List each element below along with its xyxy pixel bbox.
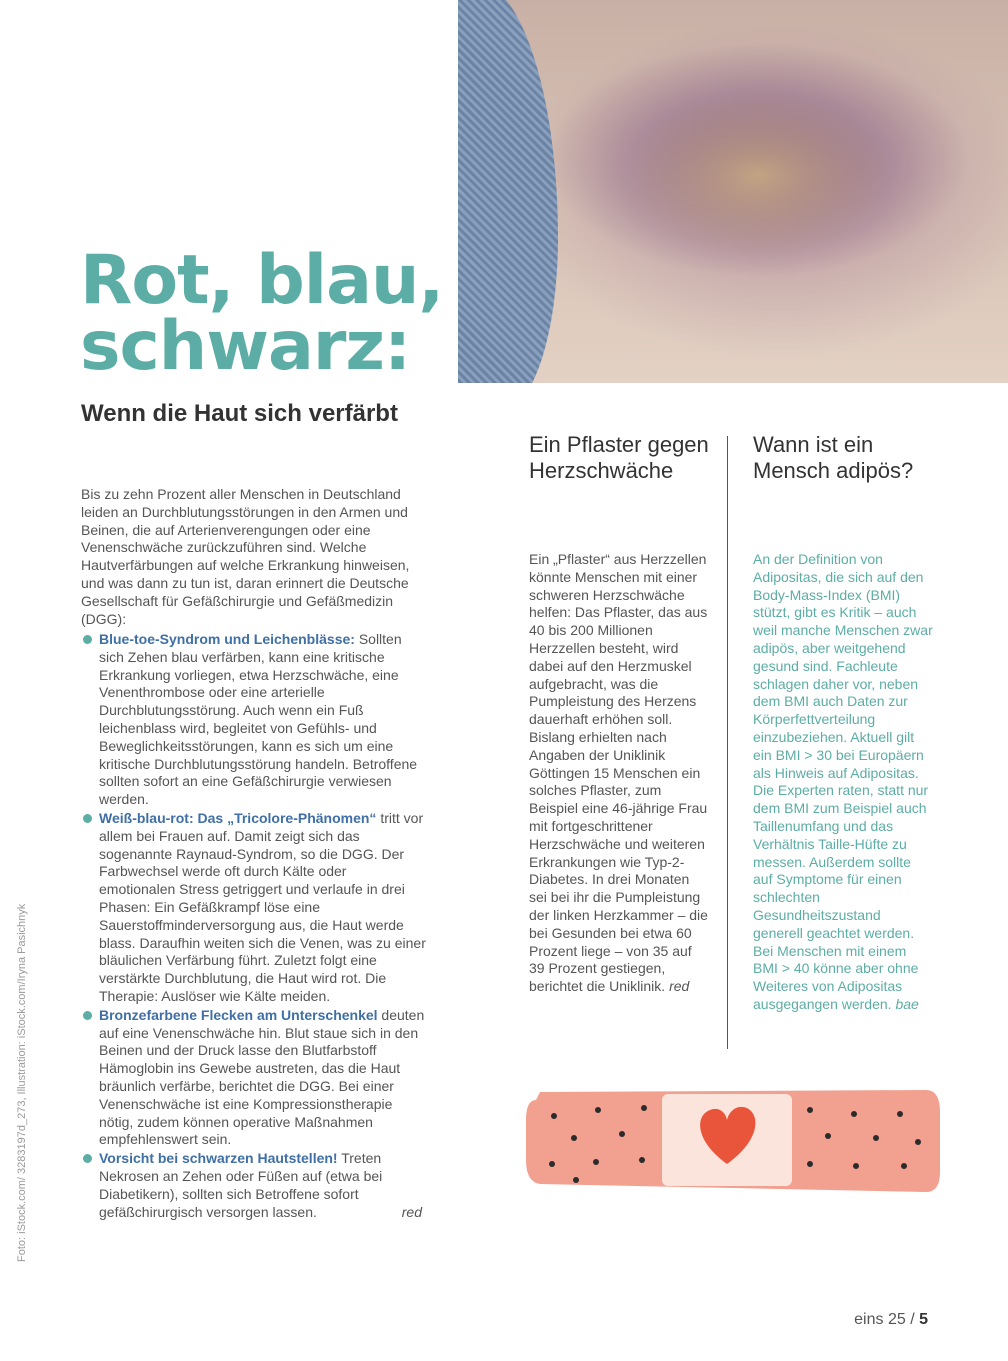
intro-paragraph: Bis zu zehn Prozent aller Menschen in Deutschland leiden an Durchblutungsstörungen in den Armen und Beinen, die auf Arterienverengungen oder eine Venenschwäche zurückzuführen sind. Welche Hautverfärbungen auf welche Erkrankung hinweisen, und was dann zu tun ist, daran erinnert die Deutsche Gesellschaft für Gefäßchirurgie und Gefäßmedizin (DGG): (81, 486, 410, 627)
bullet-dot-icon (83, 1011, 92, 1020)
column-divider (727, 436, 728, 1049)
photo-credit: Foto: iStock.com/ 3283197d_273, Illustration: iStock.com/Iryna Pasichnyk (16, 903, 28, 1262)
author-signature: bae (895, 995, 919, 1012)
headline-line-1: Rot, blau, (80, 241, 444, 320)
bullet-dot-icon (83, 814, 92, 823)
bullet-heading: Weiß-blau-rot: Das „Tricolore-Phänomen“ (99, 809, 377, 826)
bullet-heading: Bronzefarbene Flecken am Unterschenkel (99, 1006, 378, 1023)
sidebar-title-adipositas: Wann ist ein Mensch adipös? (753, 432, 914, 483)
page-number: 5 (919, 1311, 928, 1328)
bullet-heading: Blue-toe-Syndrom und Leichenblässe: (99, 631, 355, 647)
headline-line-2: schwarz: (80, 307, 411, 386)
bullet-item (81, 1007, 426, 1149)
sidebar-text: Ein „Pflaster“ aus Herzzellen könnte Menschen mit einer schweren Herzschwäche helfen: Das Pflaster, das aus 40 bis 200 Millionen Herzzellen besteht, wird dabei auf den Herzmuskel aufgebracht, was die Pumpleistung des Herzens dauerhaft erhöhen soll. Bislang erhielten nach Angaben der Uniklinik Göttingen 15 Menschen ein solches Pflaster, zum Beispiel eine 46-jährige Frau mit fortgeschrittener Herzschwäche und weiteren Erkrankungen wie Typ-2-Diabetes. In drei Monaten sei bei ihr die Pumpleistung der linken Herzkammer – die bei Gesunden bei etwa 60 Prozent liege – von 35 auf 39 Prozent gestiegen, berichtet die Uniklinik. (529, 551, 708, 995)
bullet-text: Sollten sich Zehen blau verfärben, kann eine kritische Erkrankung vorliegen, etwa Herzschwäche, eine Venenthrombose oder eine arterielle Durchblutungsstörung. Auch wenn ein Fuß leichenblass wird, begleitet von Gefühls- und Beweglichkeitsstörungen, kann es sich um eine kritische Durchblutungsstörung handeln. Betroffene sollten sofort an eine Gefäßchirurgie verwiesen werden. (99, 631, 418, 808)
bullet-text: deuten auf eine Venenschwäche hin. Blut staue sich in den Beinen und der Druck lasse den Blutfarbstoff Hämoglobin ins Gewebe austreten, das die Haut bräunlich verfärbe, berichtet die DGG. Bei einer Venenschwäche ist eine Kompressionstherapie nötig, zudem können operative Maßnahmen empfehlenswert sein. (99, 1006, 425, 1148)
bullet-item (81, 631, 426, 809)
magazine-name: eins 25 / (854, 1311, 915, 1328)
sleeve-fabric (458, 0, 558, 383)
sidebar-body-adipositas (753, 551, 933, 1014)
bullet-dot-icon (83, 635, 92, 644)
bullet-item (81, 810, 426, 1006)
author-signature: red (669, 978, 690, 995)
sidebar-text: An der Definition von Adipositas, die sich auf den Body-Mass-Index (BMI) stützt, gibt es Kritik – auch weil manche Menschen zwar adipös, aber weitgehend gesund sind. Fachleute schlagen daher vor, neben dem BMI auch Daten zur Körperfettverteilung einzubeziehen. Aktuell gilt ein BMI > 30 bei Europäern als Hinweis auf Adipositas. Die Experten raten, statt nur dem BMI zum Beispiel auch Taillenumfang und das Verhältnis Taille-Hüfte zu messen. Außerdem sollte auf Symptome für einen schlechten Gesundheitszustand generell geachtet werden. Bei Menschen mit einem BMI > 40 könne aber ohne Weiteres von Adipositas ausgegangen werden. (753, 551, 933, 1012)
sidebar-body-pflaster (529, 551, 709, 996)
bruise-photo (458, 0, 1008, 383)
heart-bandaid-icon (526, 1080, 940, 1202)
subtitle: Wenn die Haut sich verfärbt (81, 400, 398, 427)
author-signature: red (401, 1203, 422, 1220)
sidebar-title-pflaster: Ein Pflaster gegen Herzschwäche (529, 432, 709, 483)
bullet-item (81, 1150, 426, 1221)
bullet-text: tritt vor allem bei Frauen auf. Damit zeigt sich das sogenannte Raynaud-Syndrom, so die DGG. Der Farbwechsel werde oft durch Kälte oder emotionalen Stress getriggert und verlaufe in drei Phasen: Ein Gefäßkrampf löse eine Sauerstoffminderversorgung aus, die Haut werde blass. Daraufhin weiten sich die Venen, was zu einer bläulichen Verfärbung führt. Zuletzt folgt eine verstärkte Durchblutung, die Haut wird rot. Die Therapie: Auslöser wie Kälte meiden. (99, 809, 426, 1004)
headline (80, 241, 444, 386)
bullet-heading: Vorsicht bei schwarzen Hautstellen! (99, 1150, 338, 1167)
bullet-list (81, 631, 426, 1222)
bullet-text: Treten Nekrosen an Zehen oder Füßen auf (etwa bei Diabetikern), sollten sich Betroffene sofort gefäßchirurgisch versorgen lassen. (99, 1150, 383, 1220)
page-folio (854, 1311, 928, 1329)
bullet-dot-icon (83, 1154, 92, 1163)
